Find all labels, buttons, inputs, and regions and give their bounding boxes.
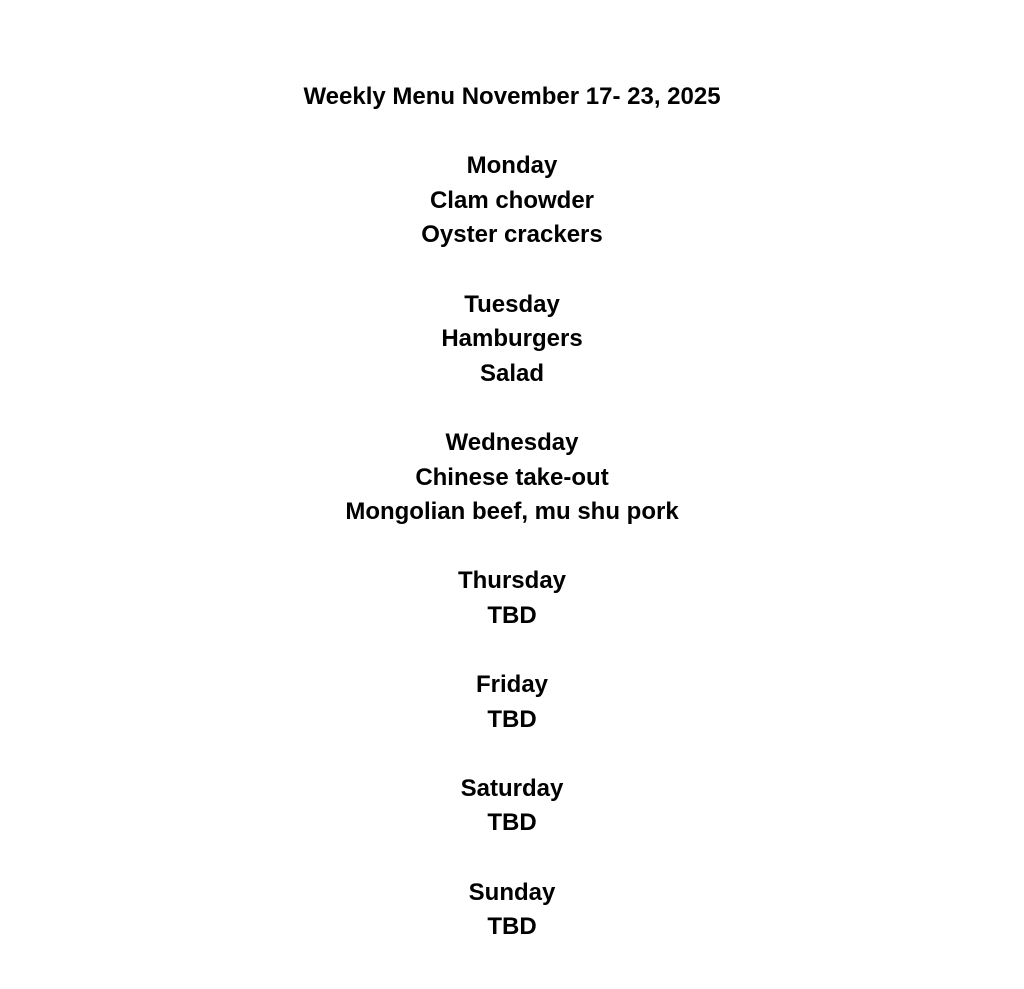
spacer [0, 841, 1024, 876]
day-name: Tuesday [464, 290, 560, 318]
menu-item: TBD [487, 913, 537, 941]
menu-item: Oyster crackers [421, 221, 603, 249]
menu-item: TBD [487, 809, 537, 837]
day-name: Sunday [468, 878, 556, 906]
spacer [0, 391, 1024, 426]
spacer [0, 737, 1024, 772]
menu-document [0, 80, 1024, 945]
menu-item: Chinese take-out [415, 463, 609, 491]
day-monday [0, 149, 1024, 253]
day-name: Saturday [460, 774, 564, 802]
day-friday [0, 668, 1024, 737]
menu-item: TBD [487, 601, 537, 629]
spacer [0, 530, 1024, 565]
menu-title: Weekly Menu November 17- 23, 2025 [303, 83, 721, 110]
spacer [0, 253, 1024, 288]
day-name: Thursday [457, 567, 567, 595]
day-name: Wednesday [445, 428, 579, 456]
day-wednesday [0, 426, 1024, 530]
menu-item: Salad [479, 359, 545, 387]
menu-item: Hamburgers [441, 325, 583, 353]
spacer [0, 115, 1024, 150]
menu-item: Clam chowder [429, 186, 595, 214]
day-saturday [0, 772, 1024, 841]
day-tuesday [0, 288, 1024, 392]
spacer [0, 634, 1024, 669]
day-name: Monday [466, 152, 558, 180]
menu-item: TBD [487, 705, 537, 733]
day-name: Friday [475, 671, 549, 699]
day-sunday [0, 876, 1024, 945]
menu-item: Mongolian beef, mu shu pork [345, 498, 679, 526]
day-thursday [0, 564, 1024, 633]
